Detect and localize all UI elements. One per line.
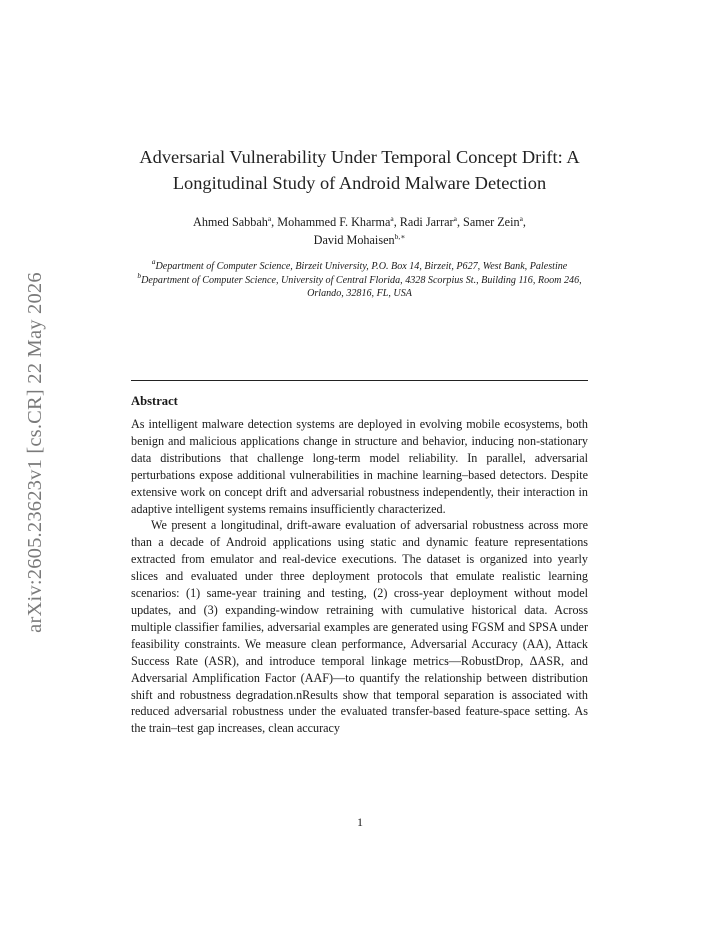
abstract-paragraph-1: As intelligent malware detection systems are deployed in evolving mobile ecosystems, both benign and malicious applications change in structure and behavior, inducing non-stationary data distributions that challenge long-term model reliability. In parallel, adversarial perturbations expose additional vulnerabilities in machine learning–based detectors. Despite extensive work on concept drift and adversarial robustness independently, their interaction in adaptive intelligent systems remains insufficiently characterized. bbox=[131, 417, 588, 516]
arxiv-identifier-text: arXiv:2605.23623v1 [cs.CR] 22 May 2026 bbox=[23, 271, 46, 633]
affiliation-text: Department of Computer Science, Birzeit University, P.O. Box 14, Birzeit, P627, West Bank, Palestine bbox=[155, 261, 568, 272]
abstract-paragraph-2: We present a longitudinal, drift-aware evaluation of adversarial robustness across more than a decade of Android applications using static and dynamic feature representations extracted from emulator and real-device executions. The dataset is organized into yearly slices and evaluated under three deployment protocols that emulate realistic learning scenarios: (1) same-year training and testing, (2) cross-year deployment without model updates, and (3) expanding-window retraining with cumulative historical data. Across multiple classifier families, adversarial examples are generated using FGSM and SPSA under feasibility constraints. We measure clean performance, Adversarial Accuracy (AA), Attack Success Rate (ASR), and introduce temporal linkage metrics—RobustDrop, ΔASR, and Adversarial Amplification Factor (AAF)—to quantify the relationship between distribution shift and robustness degradation.nResults show that temporal separation is associated with reduced adversarial robustness under the evaluated transfer-based feature-space setting. As the train–test gap increases, clean accuracy bbox=[131, 518, 588, 736]
author-affiliation-mark: a bbox=[390, 214, 394, 223]
affiliation-text: Department of Computer Science, University of Central Florida, 4328 Scorpius St., Building 116, Room 246, Orlando, 32816, FL, USA bbox=[141, 274, 582, 299]
affiliation-mark: b bbox=[137, 270, 142, 280]
author-name: Samer Zein bbox=[463, 215, 520, 229]
author-name: Radi Jarrar bbox=[399, 215, 454, 229]
author-list: Ahmed Sabbah$^a$, Mohammed F. Kharma$^a$, Radi Jarrar$^a$, Samer Zein$^a$, David Mohaisen$^{b,∗}$ bbox=[193, 214, 526, 247]
paper-page bbox=[131, 144, 588, 736]
author bbox=[463, 215, 523, 229]
author bbox=[400, 215, 457, 229]
author bbox=[277, 215, 393, 229]
affiliation bbox=[131, 270, 588, 301]
paper-title: Adversarial Vulnerability Under Temporal Concept Drift: A Longitudinal Study of Android Malware Detection bbox=[139, 147, 580, 193]
abstract-divider bbox=[131, 380, 588, 381]
arxiv-identifier bbox=[20, 257, 50, 647]
affiliation bbox=[131, 257, 588, 274]
author-affiliation-mark: a bbox=[453, 214, 457, 223]
author-name: Mohammed F. Kharma bbox=[277, 215, 391, 229]
abstract-heading: Abstract bbox=[131, 394, 178, 408]
affiliation-list bbox=[131, 257, 588, 301]
affiliation-mark: a bbox=[151, 257, 156, 266]
page-number: 1 bbox=[357, 815, 363, 829]
author-affiliation-mark: a bbox=[519, 214, 523, 223]
abstract-body bbox=[131, 416, 588, 737]
author bbox=[193, 215, 271, 229]
author bbox=[314, 233, 406, 247]
author-affiliation-mark: b,∗ bbox=[394, 231, 406, 241]
author-name: David Mohaisen bbox=[313, 232, 395, 247]
author-affiliation-mark: a bbox=[267, 214, 272, 223]
author-name: Ahmed Sabbah bbox=[193, 215, 268, 229]
